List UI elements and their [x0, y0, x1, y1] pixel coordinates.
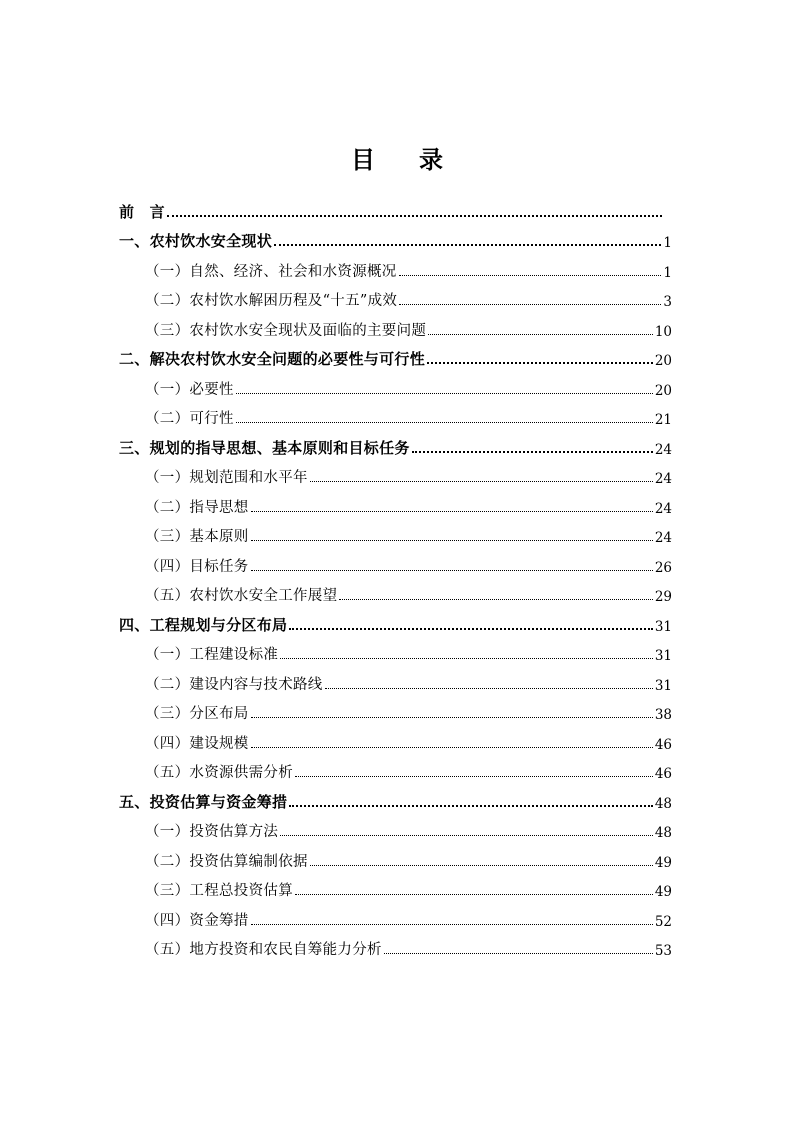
toc-leader-dots: [251, 540, 653, 541]
toc-leader-dots: [310, 865, 653, 866]
toc-entry-label: （二）投资估算编制依据: [145, 853, 308, 870]
toc-entry-section[interactable]: [119, 489, 672, 519]
page-title-char-1: 目: [351, 145, 375, 174]
toc-entry-section[interactable]: [119, 460, 672, 490]
toc-entry-label: （三）农村饮水安全现状及面临的主要问题: [145, 322, 427, 339]
toc-page-number: 38: [654, 707, 672, 723]
toc-entry-chapter-4[interactable]: [119, 607, 672, 637]
toc-leader-dots: [251, 747, 653, 748]
toc-leader-dots: [325, 688, 653, 689]
toc-entry-label: （一）规划范围和水平年: [145, 470, 308, 486]
toc-entry-section[interactable]: [119, 932, 672, 962]
toc-leader-dots: [280, 658, 653, 659]
toc-entry-label: （四）资金筹措: [145, 912, 249, 929]
toc-entry-section[interactable]: [119, 253, 672, 283]
toc-leader-dots: [295, 894, 653, 895]
toc-leader-dots: [339, 599, 652, 600]
toc-entry-preface[interactable]: [119, 194, 672, 224]
toc-entry-label: 三、规划的指导思想、基本原则和目标任务: [119, 438, 410, 457]
toc-entry-label: （五）农村饮水安全工作展望: [145, 588, 338, 604]
toc-entry-label: （二）可行性: [145, 411, 234, 427]
toc-page-number: 3: [663, 294, 672, 310]
toc-leader-dots: [289, 805, 653, 807]
toc-entry-section[interactable]: [119, 902, 672, 932]
toc-leader-dots: [251, 511, 653, 512]
toc-page-number: 24: [654, 441, 672, 458]
toc-page-number: 29: [654, 589, 672, 605]
page-title: [0, 143, 794, 177]
toc-page-number: 24: [654, 530, 672, 546]
toc-entry-section[interactable]: [119, 312, 672, 342]
toc-page-number: 31: [654, 618, 672, 635]
toc-page-number: 24: [654, 471, 672, 487]
toc-entry-section[interactable]: [119, 725, 672, 755]
toc-leader-dots: [167, 215, 662, 217]
toc-entry-label: 五、投资估算与资金筹措: [119, 792, 288, 811]
toc-page-number: 24: [654, 500, 672, 517]
toc-leader-dots: [236, 393, 653, 394]
toc-page-number: 20: [654, 353, 672, 369]
toc-page-number: 31: [654, 648, 672, 664]
toc-entry-section[interactable]: [119, 755, 672, 785]
toc-leader-dots: [251, 717, 653, 718]
toc-leader-dots: [295, 776, 653, 777]
toc-entry-section[interactable]: [119, 814, 672, 844]
toc-leader-dots: [412, 451, 653, 453]
toc-page-number: 48: [654, 825, 672, 841]
toc-entry-label: （三）分区布局: [145, 706, 249, 722]
toc-page-number: 52: [654, 913, 672, 930]
toc-entry-label: 二、解决农村饮水安全问题的必要性与可行性: [119, 350, 426, 368]
toc-entry-label: （一）必要性: [145, 381, 234, 398]
toc-page-number: 53: [654, 943, 672, 959]
toc-entry-chapter-3[interactable]: [119, 430, 672, 460]
toc-leader-dots: [428, 334, 653, 335]
toc-entry-section[interactable]: [119, 637, 672, 667]
toc-entry-label: （一）投资估算方法: [145, 824, 279, 840]
toc-entry-label: （三）基本原则: [145, 529, 249, 545]
toc-entry-section[interactable]: [119, 873, 672, 903]
toc-entry-label: 前 言: [119, 202, 165, 221]
toc-entry-label: （四）建设规模: [145, 735, 249, 752]
toc-leader-dots: [427, 362, 653, 364]
toc-entry-section[interactable]: [119, 696, 672, 726]
toc-page-number: 1: [663, 235, 672, 251]
toc-page-number: 49: [654, 854, 672, 871]
table-of-contents: [119, 194, 672, 961]
toc-entry-section[interactable]: [119, 843, 672, 873]
toc-leader-dots: [251, 924, 653, 925]
toc-page-number: 26: [654, 559, 672, 576]
toc-entry-section[interactable]: [119, 666, 672, 696]
toc-entry-chapter-1[interactable]: [119, 224, 672, 254]
toc-leader-dots: [384, 953, 653, 954]
toc-entry-label: （四）目标任务: [145, 558, 249, 575]
toc-page-number: 1: [663, 264, 672, 281]
toc-entry-section[interactable]: [119, 578, 672, 608]
toc-page-number: 48: [654, 795, 672, 812]
toc-entry-section[interactable]: [119, 519, 672, 549]
toc-entry-label: 一、农村饮水安全现状: [119, 232, 273, 250]
toc-entry-chapter-2[interactable]: [119, 342, 672, 372]
toc-entry-label: （二）建设内容与技术路线: [145, 676, 323, 693]
toc-entry-chapter-5[interactable]: [119, 784, 672, 814]
toc-page-number: 20: [654, 382, 672, 399]
toc-page-number: 31: [654, 677, 672, 694]
toc-page-number: 46: [654, 766, 672, 782]
toc-entry-label: （一）自然、经济、社会和水资源概况: [145, 263, 397, 280]
toc-page-number: 21: [654, 412, 672, 428]
toc-page-number: 10: [654, 323, 672, 340]
toc-leader-dots: [399, 304, 661, 305]
toc-entry-label: 四、工程规划与分区布局: [119, 615, 288, 634]
toc-entry-section[interactable]: [119, 401, 672, 431]
toc-leader-dots: [310, 481, 653, 482]
toc-leader-dots: [399, 275, 662, 276]
page-title-char-2: 录: [419, 145, 443, 174]
toc-leader-dots: [280, 835, 653, 836]
toc-entry-label: （五）水资源供需分析: [145, 765, 293, 781]
toc-page-number: 49: [654, 884, 672, 900]
toc-entry-label: （二）指导思想: [145, 499, 249, 516]
toc-leader-dots: [251, 570, 653, 571]
toc-entry-section[interactable]: [119, 371, 672, 401]
toc-entry-label: （五）地方投资和农民自筹能力分析: [145, 942, 382, 958]
toc-entry-label: （一）工程建设标准: [145, 647, 279, 663]
toc-page-number: 46: [654, 736, 672, 753]
toc-entry-section[interactable]: [119, 283, 672, 313]
toc-entry-label: （三）工程总投资估算: [145, 883, 293, 899]
toc-leader-dots: [236, 422, 653, 423]
toc-leader-dots: [289, 628, 653, 630]
toc-leader-dots: [274, 244, 661, 246]
toc-entry-label: （二）农村饮水解困历程及“十五”成效: [145, 293, 398, 309]
toc-entry-section[interactable]: [119, 548, 672, 578]
